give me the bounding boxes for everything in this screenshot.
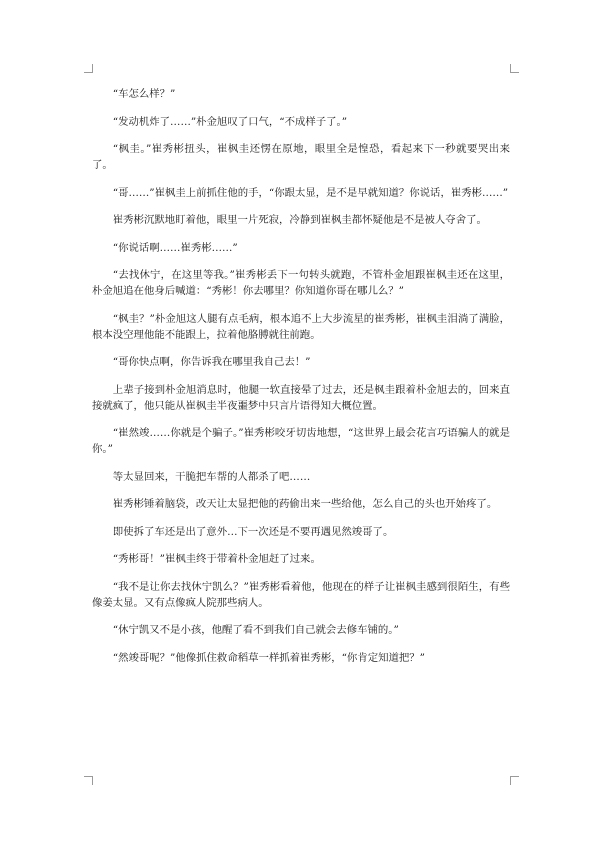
paragraph: “崔然竣……你就是个骗子。”崔秀彬咬牙切齿地想，“这世界上最会花言巧语骗人的就是你。”: [92, 427, 510, 455]
crop-mark-top-right: [510, 64, 519, 73]
paragraph: 崔秀彬锤着脑袋，改天让太显把他的药偷出来一些给他，怎么自己的头也开始疼了。: [112, 498, 498, 510]
paragraph: “哥……”崔枫圭上前抓住他的手，“你跟太显，是不是早就知道？你说话，崔秀彬……”: [112, 186, 509, 199]
paragraph: “休宁凯又不是小孩，他醒了看不到我们自己就会去修车铺的。”: [112, 624, 399, 636]
paragraph: 等太显回来，干脆把车帮的人都杀了吧……: [112, 470, 311, 483]
paragraph: “你说话啊……崔秀彬……”: [112, 241, 238, 254]
paragraph: “然竣哥呢？”他像抓住救命稻草一样抓着崔秀彬，“你肯定知道把？”: [112, 651, 425, 664]
crop-mark-bottom-left: [84, 776, 93, 785]
paragraph: 上辈子接到朴金旭消息时，他腿一软直接晕了过去，还是枫圭跟着朴金旭去的，回来直接就疯了，他只能从崔枫圭半夜噩梦中只言片语得知大概位置。: [92, 383, 510, 412]
paragraph: “秀彬哥！”崔枫圭终于带着朴金旭赶了过来。: [112, 553, 321, 565]
crop-mark-top-left: [84, 64, 93, 73]
paragraph: 崔秀彬沉默地盯着他，眼里一片死寂，冷静到崔枫圭都怀疑他是不是被人夺舍了。: [112, 214, 487, 226]
crop-mark-bottom-right: [510, 776, 519, 785]
paragraph: “枫圭？”朴金旭这人腿有点毛病，根本追不上大步流星的崔秀彬，崔枫圭泪淌了满脸，根本没空理他能不能跟上，拉着他胳膊就往前跑。: [92, 312, 510, 341]
document-body: [92, 86, 510, 677]
paragraph: “我不是让你去找休宁凯么？”崔秀彬看着他，他现在的样子让崔枫圭感到很陌生，有些像姜太显。又有点像疯人院那些病人。: [92, 580, 510, 609]
paragraph: 即使拆了车还是出了意外…下一次还是不要再遇见然竣哥了。: [112, 525, 394, 538]
paragraph: “车怎么样？”: [112, 88, 176, 100]
paragraph: “发动机炸了……”朴金旭叹了口气，“不成样子了。”: [112, 115, 348, 128]
paragraph: “哥你快点啊，你告诉我在哪里我自己去！”: [112, 356, 311, 368]
paragraph: “去找休宁，在这里等我。”崔秀彬丢下一句转头就跑，不管朴金旭跟崔枫圭还在这里，朴金旭追在他身后喊道：“秀彬！你去哪里？你知道你哥在哪儿么？”: [92, 269, 510, 297]
paragraph: “枫圭。”崔秀彬扭头，崔枫圭还愣在原地，眼里全是惶恐，看起来下一秒就要哭出来了。: [92, 143, 510, 171]
